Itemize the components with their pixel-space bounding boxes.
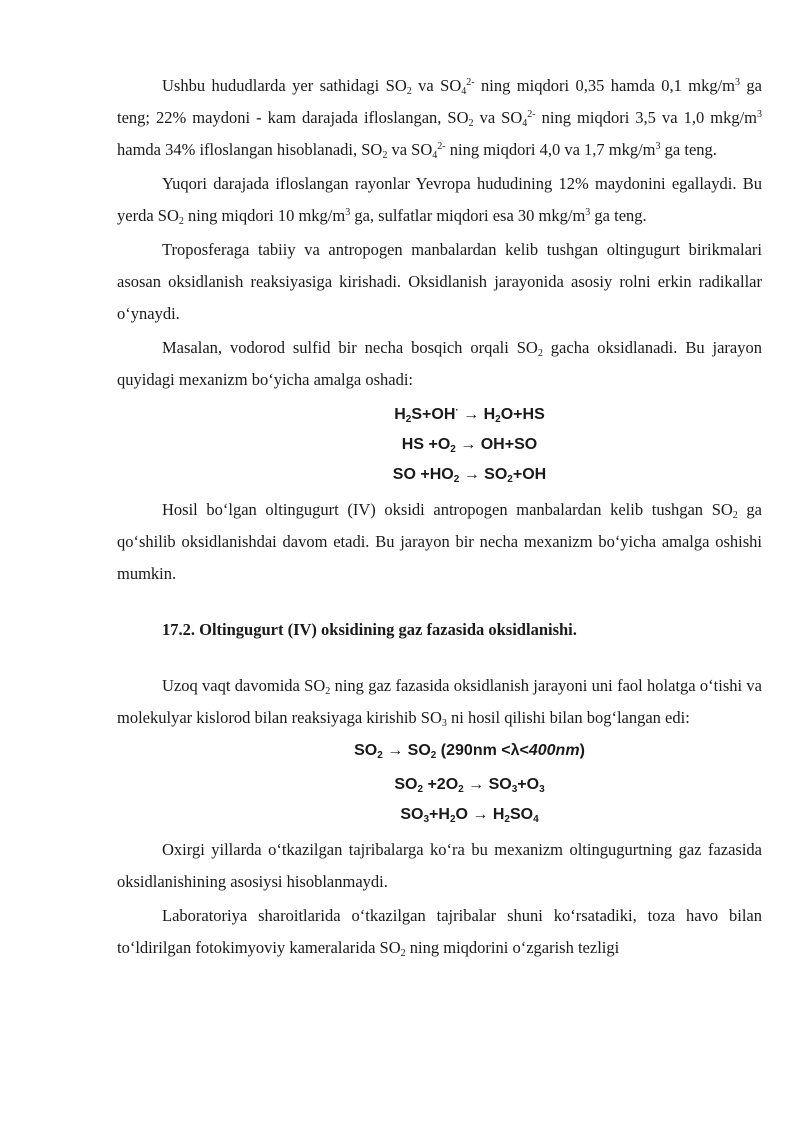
- paragraph-4: [117, 332, 762, 396]
- text-run: ga qo‘shilib oksidlanishdai davom etadi. Bu jarayon bir necha mexanizm bo‘yicha amalga oshishi mumkin.: [117, 500, 763, 583]
- text-run: ni hosil qilishi bilan bog‘langan edi:: [446, 708, 690, 727]
- paragraph-3: Troposferaga tabiiy va antropogen manbalardan kelib tushgan oltingugurt birikmalari asosan oksidlanish reaksiyasiga kirishadi. Oksidlanish jarayonida asosiy rolni erkin radikallar o‘ynaydi.: [117, 240, 762, 323]
- subscript: 4: [461, 86, 467, 97]
- text-run: ning miqdori 0,35 hamda 0,1 mkg/m: [474, 76, 735, 95]
- superscript: 2-: [466, 77, 475, 88]
- equation-block-1: [177, 400, 762, 490]
- subscript: 2: [406, 86, 412, 97]
- text-body: [117, 70, 762, 964]
- text-run: ning miqdorini o‘zgarish tezligi: [405, 938, 620, 957]
- equation: $SO_3+H_2O \to H_2SO_4$: [400, 806, 539, 825]
- text-run: ning gaz fazasida oksidlanish jarayoni uni faol holatga o‘tishi va molekulyar kislorod bilan reaksiyaga kirishib SO: [117, 676, 762, 727]
- subscript: 2: [382, 150, 388, 161]
- text-run: va SO: [387, 140, 433, 159]
- text-run: ga, sulfatlar miqdori esa 30 mkg/m: [350, 206, 586, 225]
- text-run: ning miqdori 3,5 va 1,0 mkg/m: [535, 108, 757, 127]
- text-run: Laboratoriya sharoitlarida o‘tkazilgan tajribalar shuni ko‘rsatadiki, toza havo bilan to‘ldirilgan fotokimyoviy kameralarida SO: [117, 906, 762, 957]
- text-run: Uzoq vaqt davomida SO: [162, 676, 326, 695]
- paragraph-7: Oxirgi yillarda o‘tkazilgan tajribalarga ko‘ra bu mexanizm oltingugurtning gaz fazasida oksidlanishining asosiysi hisoblanmaydi.: [117, 840, 762, 891]
- paragraph-8: [117, 900, 762, 964]
- subscript: 2: [400, 948, 406, 959]
- text-run: ga teng.: [660, 140, 717, 159]
- equation: SO $+HO_2 \to SO_2+OH$: [392, 466, 547, 485]
- text-run: ning miqdori 4,0 va 1,7 mkg/m: [445, 140, 656, 159]
- text-run: Hosil bo‘lgan oltingugurt (IV) oksidi antropogen manbalardan kelib tushgan SO: [162, 500, 733, 519]
- text-run: va SO: [473, 108, 523, 127]
- equation: $H_2S+OH^\cdot \to H_2O+HS$: [394, 405, 545, 425]
- text-run: Yuqori darajada ifloslangan rayonlar Yevropa hududining 12% maydonini egallaydi. Bu yerda SO: [117, 174, 762, 225]
- superscript: 3: [585, 207, 591, 218]
- text-run: Ushbu hududlarda yer sathidagi SO: [162, 76, 407, 95]
- paragraph-6: [117, 670, 762, 734]
- text-run: ning miqdori 10 mkg/m: [183, 206, 346, 225]
- equation-block-2: [177, 736, 762, 830]
- text-run: Masalan, vodorod sulfid bir necha bosqich orqali SO: [162, 338, 538, 357]
- paragraph-5: [117, 494, 762, 590]
- paragraph-1: [117, 70, 762, 166]
- subscript: 2: [537, 348, 543, 359]
- text-run: hamda 34% ifloslangan hisoblanadi, SO: [117, 140, 383, 159]
- text-run: va SO: [411, 76, 462, 95]
- subscript: 3: [441, 718, 447, 729]
- subscript: 4: [432, 150, 438, 161]
- superscript: 2-: [437, 141, 446, 152]
- text-run: gacha oksidlanadi. Bu jarayon quyidagi mexanizm bo‘yicha amalga oshadi:: [117, 338, 762, 389]
- subscript: 2: [325, 686, 331, 697]
- superscript: 3: [757, 109, 762, 120]
- equation: $SO_2 +2O_2 \to SO_3+O_3$: [394, 776, 545, 795]
- section-heading: 17.2. Oltingugurt (IV) oksidining gaz fazasida oksidlanishi.: [162, 620, 577, 639]
- subscript: 2: [178, 216, 184, 227]
- superscript: 3: [735, 77, 740, 88]
- text-run: ga teng; 22% maydoni - kam darajada ifloslangan, SO: [117, 76, 762, 127]
- equation: $SO_2 \to SO_2$ (290nm <λ<400nm): [354, 742, 585, 761]
- paragraph-2: [117, 168, 762, 232]
- subscript: 2: [468, 118, 474, 129]
- superscript: 2-: [527, 109, 536, 120]
- superscript: 3: [345, 207, 351, 218]
- subscript: 2: [732, 510, 738, 521]
- text-run: ga teng.: [590, 206, 647, 225]
- superscript: 3: [655, 141, 661, 152]
- subscript: 4: [522, 118, 528, 129]
- equation: HS $+O_2 \to OH+SO$: [401, 436, 538, 455]
